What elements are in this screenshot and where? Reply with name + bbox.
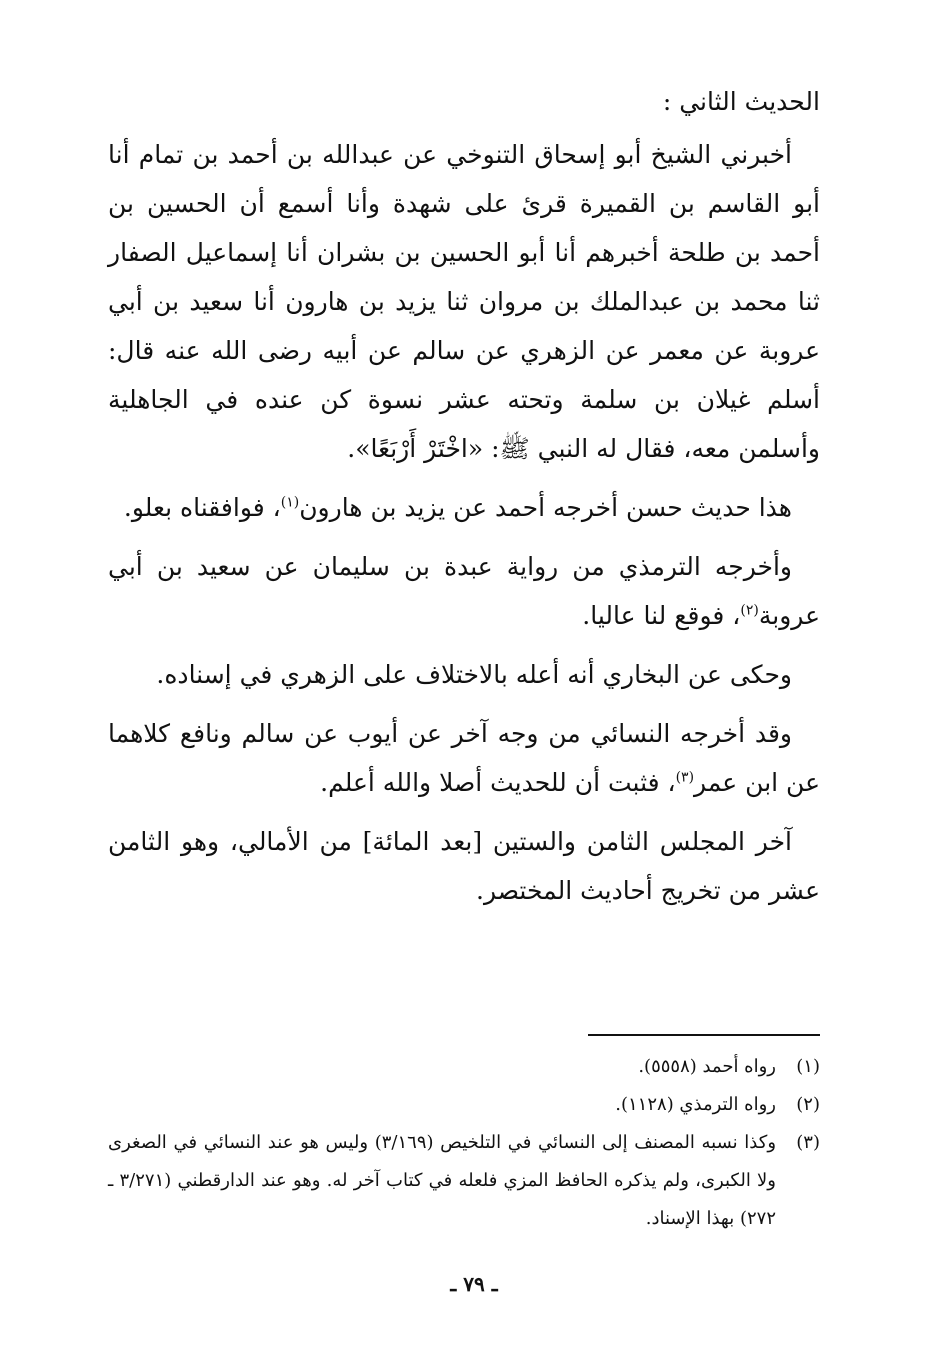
footnote-1 <box>108 1048 820 1086</box>
section-heading: الحديث الثاني : <box>662 87 820 116</box>
footnote-number: (٢) <box>796 1094 820 1115</box>
takhrij-nasai-text: وقد أخرجه النسائي من وجه آخر عن أيوب عن سالم ونافع كلاهما عن ابن عمر <box>108 719 820 797</box>
takhrij-tirmidhi-paragraph <box>108 542 820 640</box>
takhrij-nasai-paragraph <box>108 709 820 807</box>
footnote-number: (٣) <box>796 1132 820 1153</box>
footnotes-section <box>108 1034 820 1238</box>
takhrij-nasai-tail: ، فثبت أن للحديث أصلا والله أعلم. <box>320 768 676 797</box>
takhrij-tirmidhi-text: وأخرجه الترمذي من رواية عبدة بن سليمان عن سعيد بن أبي عروبة <box>108 552 820 630</box>
footnote-2 <box>108 1086 820 1124</box>
footnote-text: رواه الترمذي (١١٢٨). <box>615 1094 776 1115</box>
footnote-text: وكذا نسبه المصنف إلى النسائي في التلخيص (٣/١٦٩) وليس هو عند النسائي في الصغرى ولا الكبرى، ولم يذكره الحافظ المزي فلعله في كتاب آخر له. وهو عند الدارقطني (٣/٢٧١ ـ ٢٧٢) بهذا الإسناد. <box>108 1132 777 1229</box>
bukhari-paragraph: وحكى عن البخاري أنه أعله بالاختلاف على الزهري في إسناده. <box>156 660 792 689</box>
takhrij-tirmidhi-tail: ، فوقع لنا عاليا. <box>582 601 741 630</box>
takhrij-ahmad-paragraph <box>108 483 820 532</box>
session-end-paragraph: آخر المجلس الثامن والستين [بعد المائة] من الأمالي، وهو الثامن عشر من تخريج أحاديث المختصر. <box>108 827 820 905</box>
footnote-3 <box>108 1124 820 1238</box>
footnote-ref-2[interactable]: (٢) <box>740 602 759 619</box>
footnote-divider <box>588 1034 820 1036</box>
footnote-ref-1[interactable]: (١) <box>280 494 300 511</box>
hadith-paragraph: أخبرني الشيخ أبو إسحاق التنوخي عن عبدالله بن أحمد بن تمام أنا أبو القاسم بن القميرة قرئ على شهدة وأنا أسمع أن الحسين بن أحمد بن طلحة أخبرهم أنا أبو الحسين بن بشران أنا إسماعيل الصفار ثنا محمد بن عبدالملك بن مروان ثنا يزيد بن هارون أنا سعيد بن أبي عروبة عن معمر عن الزهري عن سالم عن أبيه رضى الله عنه قال: أسلم غيلان بن سلمة وتحته عشر نسوة كن عنده في الجاهلية وأسلمن معه، فقال له النبي ﷺ: «اخْتَرْ أَرْبَعًا». <box>108 140 820 463</box>
footnote-ref-3[interactable]: (٣) <box>675 769 695 786</box>
takhrij-ahmad-tail: ، فوافقناه بعلو. <box>123 493 281 522</box>
main-text <box>108 78 820 925</box>
footnote-number: (١) <box>796 1056 820 1077</box>
page-number: ـ ٧٩ ـ <box>450 1272 498 1296</box>
footnote-text: رواه أحمد (٥٥٥٨). <box>638 1056 776 1077</box>
takhrij-ahmad-text: هذا حديث حسن أخرجه أحمد عن يزيد بن هارون <box>299 493 792 522</box>
